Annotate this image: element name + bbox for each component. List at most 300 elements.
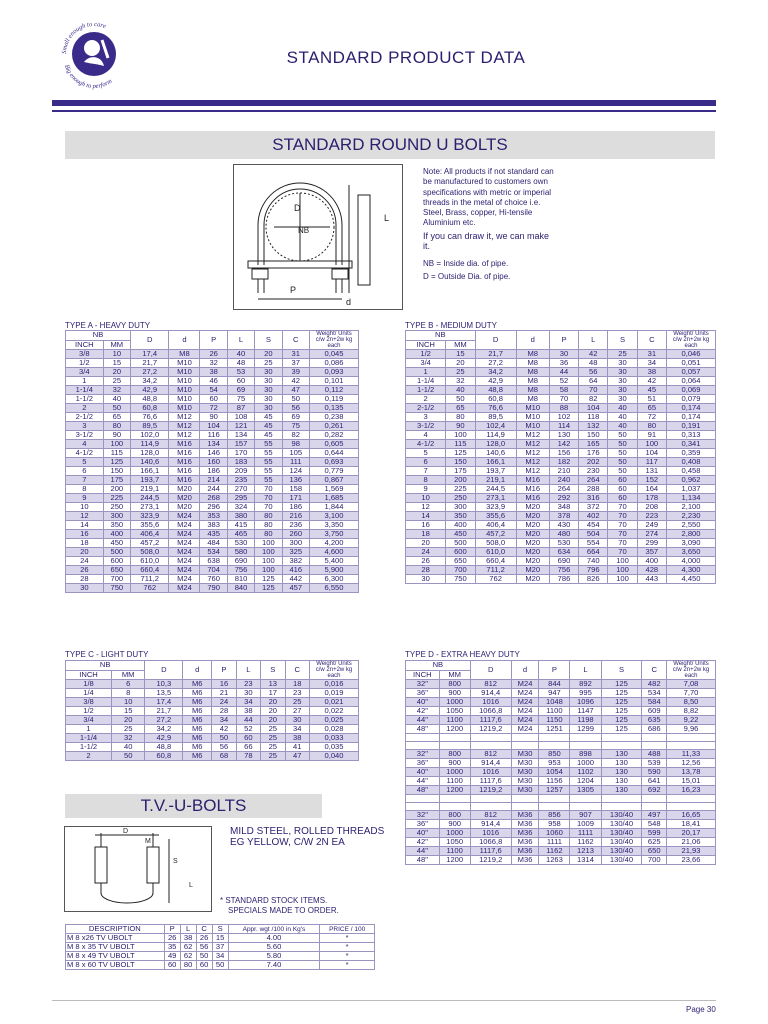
table-cell: 610,0 bbox=[475, 548, 516, 557]
table-cell: 48,8 bbox=[475, 386, 516, 395]
table-cell: 28 bbox=[212, 707, 236, 716]
table-cell: 0,458 bbox=[667, 467, 716, 476]
table-cell: 296 bbox=[200, 503, 227, 512]
table-cell: 353 bbox=[200, 512, 227, 521]
table-cell: 50 bbox=[608, 467, 637, 476]
table-cell: 3/8 bbox=[66, 350, 104, 359]
tv-table-header-cell: P bbox=[164, 925, 180, 934]
tv-table-cell: * bbox=[320, 961, 375, 970]
table-cell: 15 bbox=[112, 707, 145, 716]
table-cell: 6,550 bbox=[310, 584, 359, 593]
table-cell: 25 bbox=[261, 725, 285, 734]
table-cell: 273,1 bbox=[131, 503, 169, 512]
table-cell: 140,6 bbox=[475, 449, 516, 458]
table-cell: 150 bbox=[103, 467, 130, 476]
table-cell: 1100 bbox=[439, 847, 470, 856]
table-cell: 80 bbox=[446, 413, 475, 422]
table-cell: 1200 bbox=[439, 786, 470, 795]
table-row bbox=[66, 734, 359, 743]
tv-section-title: T.V.-U-BOLTS bbox=[65, 794, 322, 818]
tv-table-cell: M 8 x 60 TV UBOLT bbox=[66, 961, 165, 970]
table-cell: 1,685 bbox=[310, 494, 359, 503]
table-cell: 1219,2 bbox=[470, 856, 511, 865]
table-cell: 56 bbox=[282, 404, 309, 413]
table-cell: 4 bbox=[66, 440, 104, 449]
table-cell bbox=[511, 795, 539, 803]
table-cell: 230 bbox=[579, 467, 608, 476]
table-cell: M30 bbox=[511, 750, 539, 759]
extra-heavy-duty-table bbox=[405, 660, 716, 865]
table-cell: 42" bbox=[406, 707, 440, 716]
table-cell: 1/4 bbox=[66, 689, 112, 698]
table-cell: 450 bbox=[103, 539, 130, 548]
table-cell: 416 bbox=[282, 566, 309, 575]
tv-table-cell: 80 bbox=[180, 961, 196, 970]
table-header-cell: L bbox=[570, 661, 601, 680]
table-cell: 48,8 bbox=[131, 395, 169, 404]
table-cell: M20 bbox=[516, 539, 549, 548]
table-cell: 1,037 bbox=[667, 485, 716, 494]
table-cell: 100 bbox=[608, 557, 637, 566]
table-cell: 40 bbox=[608, 413, 637, 422]
table-cell: 17,4 bbox=[145, 698, 183, 707]
table-cell: M6 bbox=[183, 734, 212, 743]
table-cell: 40 bbox=[446, 386, 475, 395]
table-cell: 114,9 bbox=[131, 440, 169, 449]
table-cell: 4,200 bbox=[310, 539, 359, 548]
u-bolt-drawing bbox=[233, 164, 403, 310]
table-cell: 80 bbox=[637, 422, 666, 431]
table-cell: 44" bbox=[406, 777, 440, 786]
table-header-cell: S bbox=[608, 331, 637, 350]
table-header-cell: Weight/ Units c/w 2n+2w kg each bbox=[667, 661, 716, 680]
table-cell: 114,9 bbox=[475, 431, 516, 440]
table-cell: M20 bbox=[169, 494, 200, 503]
table-cell: 208 bbox=[637, 503, 666, 512]
table-header-cell: MM bbox=[446, 340, 475, 350]
table-cell: 250 bbox=[103, 503, 130, 512]
table-cell: 3-1/2 bbox=[66, 431, 104, 440]
table-cell: 40" bbox=[406, 829, 440, 838]
table-cell: 3,750 bbox=[310, 530, 359, 539]
table-cell: 740 bbox=[579, 557, 608, 566]
table-cell: 30 bbox=[549, 350, 578, 359]
table-cell: 20 bbox=[112, 716, 145, 725]
tv-table-cell: 35 bbox=[164, 943, 180, 952]
tv-table-cell: * bbox=[320, 943, 375, 952]
table-cell: 90 bbox=[200, 413, 227, 422]
table-cell: 1,844 bbox=[310, 503, 359, 512]
table-cell: 100 bbox=[255, 557, 282, 566]
table-row bbox=[66, 716, 359, 725]
table-cell: 844 bbox=[539, 680, 570, 689]
table-cell: M6 bbox=[183, 689, 212, 698]
table-cell: 1096 bbox=[570, 698, 601, 707]
table-cell: M20 bbox=[516, 557, 549, 566]
table-cell: 175 bbox=[103, 476, 130, 485]
table-cell: 68 bbox=[212, 752, 236, 761]
table-cell: 182 bbox=[549, 458, 578, 467]
table-cell: 40" bbox=[406, 698, 440, 707]
table-cell: 225 bbox=[446, 485, 475, 494]
table-cell: 1 bbox=[66, 725, 112, 734]
table-cell: 66 bbox=[236, 743, 260, 752]
table-cell: 9 bbox=[66, 494, 104, 503]
table-cell: 0,064 bbox=[667, 377, 716, 386]
table-cell: 1305 bbox=[570, 786, 601, 795]
table-cell: 50 bbox=[282, 395, 309, 404]
table-cell: 1147 bbox=[570, 707, 601, 716]
table-cell: 0,867 bbox=[310, 476, 359, 485]
table-cell: 800 bbox=[439, 811, 470, 820]
table-cell: 244,5 bbox=[475, 485, 516, 494]
table-cell: 236 bbox=[282, 521, 309, 530]
table-cell: 580 bbox=[227, 548, 254, 557]
table-cell: 157 bbox=[227, 440, 254, 449]
table-cell: 9,96 bbox=[667, 725, 716, 734]
table-cell: 41 bbox=[285, 743, 310, 752]
table-cell: 0,605 bbox=[310, 440, 359, 449]
tv-table-header-cell: Appr. wgt /100 in Kg's bbox=[228, 925, 320, 934]
table-cell: 26 bbox=[200, 350, 227, 359]
table-cell: 108 bbox=[227, 413, 254, 422]
table-cell: 130 bbox=[601, 759, 642, 768]
table-cell: 1150 bbox=[539, 716, 570, 725]
table-cell: 650 bbox=[103, 566, 130, 575]
table-cell: 125 bbox=[255, 584, 282, 593]
table-cell: M10 bbox=[516, 413, 549, 422]
table-cell: 47 bbox=[282, 386, 309, 395]
table-cell: 25 bbox=[285, 698, 310, 707]
table-cell: 1,134 bbox=[667, 494, 716, 503]
table-cell: 47 bbox=[285, 752, 310, 761]
table-cell: 292 bbox=[549, 494, 578, 503]
table-cell: 244,5 bbox=[131, 494, 169, 503]
table-cell: 3,100 bbox=[310, 512, 359, 521]
table-cell: 400 bbox=[103, 530, 130, 539]
table-cell: 70 bbox=[608, 521, 637, 530]
table-cell bbox=[642, 734, 667, 742]
table-cell: 415 bbox=[227, 521, 254, 530]
table-cell: 16,23 bbox=[667, 786, 716, 795]
table-cell: 762 bbox=[131, 584, 169, 593]
table-cell: 1100 bbox=[439, 716, 470, 725]
table-cell: 13 bbox=[261, 680, 285, 689]
tv-table-cell: 50 bbox=[196, 952, 212, 961]
table-cell: 6,300 bbox=[310, 575, 359, 584]
table-cell: M16 bbox=[169, 458, 200, 467]
table-cell: 121 bbox=[227, 422, 254, 431]
table-cell: 160 bbox=[200, 458, 227, 467]
table-cell: 118 bbox=[579, 413, 608, 422]
table-cell: 34 bbox=[212, 716, 236, 725]
table-cell: 0,261 bbox=[310, 422, 359, 431]
table-cell: M10 bbox=[169, 395, 200, 404]
table-cell: 209 bbox=[227, 467, 254, 476]
table-cell: 164 bbox=[637, 485, 666, 494]
table-cell: 0,025 bbox=[310, 716, 359, 725]
table-cell: 1016 bbox=[470, 829, 511, 838]
table-cell: 130/40 bbox=[601, 856, 642, 865]
table-cell: 13,5 bbox=[145, 689, 183, 698]
table-cell: 900 bbox=[439, 820, 470, 829]
table-cell: 40 bbox=[103, 395, 130, 404]
table-cell: 300 bbox=[282, 539, 309, 548]
table-cell bbox=[601, 734, 642, 742]
table-cell: 130/40 bbox=[601, 820, 642, 829]
header-divider-band bbox=[52, 100, 716, 106]
table-cell: 457,2 bbox=[475, 530, 516, 539]
tv-table-cell: 49 bbox=[164, 952, 180, 961]
table-cell: 323,9 bbox=[131, 512, 169, 521]
table-cell: 80 bbox=[255, 530, 282, 539]
table-cell: 24 bbox=[212, 698, 236, 707]
table-cell: 42 bbox=[282, 377, 309, 386]
table-cell: 348 bbox=[549, 503, 578, 512]
table-cell: 25 bbox=[261, 743, 285, 752]
tv-table-cell: 62 bbox=[180, 943, 196, 952]
table-cell: M8 bbox=[169, 350, 200, 359]
table-cell: 32 bbox=[200, 359, 227, 368]
table-cell: 1060 bbox=[539, 829, 570, 838]
table-cell: 32 bbox=[112, 734, 145, 743]
table-cell: 1162 bbox=[570, 838, 601, 847]
table-cell bbox=[439, 795, 470, 803]
table-cell: 0,238 bbox=[310, 413, 359, 422]
table-cell: 34,2 bbox=[475, 368, 516, 377]
table-cell: 132 bbox=[579, 422, 608, 431]
table-cell: 497 bbox=[642, 811, 667, 820]
table-cell: 42,9 bbox=[131, 386, 169, 395]
table-cell: M8 bbox=[516, 395, 549, 404]
table-cell: 44 bbox=[549, 368, 578, 377]
table-cell: 796 bbox=[579, 566, 608, 575]
drawing-label-l: L bbox=[384, 213, 390, 223]
table-cell: 0,069 bbox=[667, 386, 716, 395]
tv-table-header-cell: C bbox=[196, 925, 212, 934]
table-cell: 1156 bbox=[539, 777, 570, 786]
table-cell: 8 bbox=[406, 476, 446, 485]
table-cell: 5,900 bbox=[310, 566, 359, 575]
table-cell: 378 bbox=[549, 512, 578, 521]
table-cell: 324 bbox=[227, 503, 254, 512]
table-cell: 1048 bbox=[539, 698, 570, 707]
table-header-cell: P bbox=[200, 331, 227, 350]
table-cell bbox=[470, 795, 511, 803]
table-cell: 214 bbox=[200, 476, 227, 485]
table-cell: 3 bbox=[66, 422, 104, 431]
table-cell: 40 bbox=[608, 404, 637, 413]
table-cell: 125 bbox=[601, 725, 642, 734]
table-cell: 70 bbox=[255, 503, 282, 512]
table-cell: 40" bbox=[406, 768, 440, 777]
table-cell: 158 bbox=[282, 485, 309, 494]
table-cell: 1/2 bbox=[406, 350, 446, 359]
table-cell: M30 bbox=[511, 759, 539, 768]
table-cell bbox=[406, 795, 440, 803]
table-cell: M16 bbox=[169, 476, 200, 485]
table-cell: 25 bbox=[261, 734, 285, 743]
table-cell: 40 bbox=[608, 422, 637, 431]
table-cell: 30 bbox=[255, 377, 282, 386]
table-cell: 105 bbox=[282, 449, 309, 458]
table-cell: 270 bbox=[227, 485, 254, 494]
table-cell: 400 bbox=[637, 557, 666, 566]
table-cell: 355,6 bbox=[475, 512, 516, 521]
table-cell: 40 bbox=[227, 350, 254, 359]
tv-drawing-label-s: S bbox=[173, 858, 178, 865]
table-cell: 400 bbox=[446, 521, 475, 530]
tv-table-cell: 7.40 bbox=[228, 961, 320, 970]
table-cell: 28 bbox=[406, 566, 446, 575]
table-cell: 1009 bbox=[570, 820, 601, 829]
table-cell: 690 bbox=[227, 557, 254, 566]
table-header-cell: D bbox=[131, 331, 169, 350]
table-header-cell: MM bbox=[439, 670, 470, 680]
table-cell: 219,1 bbox=[475, 476, 516, 485]
table-cell: 8,50 bbox=[667, 698, 716, 707]
table-cell: 40 bbox=[112, 743, 145, 752]
table-cell: 0,045 bbox=[310, 350, 359, 359]
table-cell: 48,8 bbox=[145, 743, 183, 752]
table-cell: 8 bbox=[66, 485, 104, 494]
table-cell: 7 bbox=[66, 476, 104, 485]
table-cell: 70 bbox=[255, 494, 282, 503]
table-cell: 102,4 bbox=[475, 422, 516, 431]
table-cell: 295 bbox=[227, 494, 254, 503]
table-cell: 3,090 bbox=[667, 539, 716, 548]
table-cell: 1100 bbox=[439, 777, 470, 786]
table-cell: 0,779 bbox=[310, 467, 359, 476]
table-cell: 89,5 bbox=[131, 422, 169, 431]
table-cell: 25 bbox=[112, 725, 145, 734]
table-cell: 3,350 bbox=[310, 521, 359, 530]
table-cell: 20 bbox=[103, 368, 130, 377]
tv-table-cell: 26 bbox=[196, 934, 212, 943]
table-cell: 1111 bbox=[570, 829, 601, 838]
table-cell: 2-1/2 bbox=[406, 404, 446, 413]
table-cell: 30 bbox=[66, 584, 104, 593]
table-cell: 45 bbox=[255, 413, 282, 422]
table-spacer-row bbox=[406, 795, 716, 803]
table-cell: 34,2 bbox=[131, 377, 169, 386]
table-cell: 130/40 bbox=[601, 838, 642, 847]
table-header-cell: INCH bbox=[406, 340, 446, 350]
table-cell: 65 bbox=[103, 413, 130, 422]
table-cell: 6 bbox=[112, 680, 145, 689]
table-cell: 32 bbox=[103, 386, 130, 395]
table-cell: M20 bbox=[516, 512, 549, 521]
table-cell: M12 bbox=[169, 422, 200, 431]
table-cell: 45 bbox=[637, 386, 666, 395]
table-cell: 20 bbox=[261, 707, 285, 716]
table-cell: 357 bbox=[637, 548, 666, 557]
table-cell: 4,600 bbox=[310, 548, 359, 557]
table-cell bbox=[667, 795, 716, 803]
table-cell: 17,4 bbox=[131, 350, 169, 359]
table-row bbox=[66, 725, 359, 734]
table-cell: 299 bbox=[637, 539, 666, 548]
tv-drawing-label-d: D bbox=[123, 828, 129, 835]
table-cell: 383 bbox=[200, 521, 227, 530]
table-cell: 56 bbox=[212, 743, 236, 752]
table-cell: 150 bbox=[446, 458, 475, 467]
table-cell: 46 bbox=[200, 377, 227, 386]
table-cell: 30 bbox=[608, 359, 637, 368]
table-cell: 5 bbox=[66, 458, 104, 467]
table-cell: 50 bbox=[608, 431, 637, 440]
table-header-cell: L bbox=[227, 331, 254, 350]
table-cell: M24 bbox=[511, 725, 539, 734]
table-cell: 25 bbox=[255, 359, 282, 368]
table-cell: 756 bbox=[549, 566, 578, 575]
tv-table-cell: 50 bbox=[212, 961, 228, 970]
table-cell: 20 bbox=[261, 698, 285, 707]
table-cell: M20 bbox=[516, 566, 549, 575]
table-header-cell: Weight/ Units c/w 2n+2w kg each bbox=[667, 331, 716, 350]
table-cell: 10 bbox=[103, 350, 130, 359]
table-cell: 692 bbox=[642, 786, 667, 795]
table-cell: 104 bbox=[637, 449, 666, 458]
table-cell: 202 bbox=[579, 458, 608, 467]
table-cell: 32 bbox=[446, 377, 475, 386]
table-cell: 25 bbox=[446, 368, 475, 377]
table-cell: M12 bbox=[516, 440, 549, 449]
table-cell: 16 bbox=[66, 530, 104, 539]
table-cell: 134 bbox=[227, 431, 254, 440]
table-cell: 1162 bbox=[539, 847, 570, 856]
table-cell: 249 bbox=[637, 521, 666, 530]
table-cell: 170 bbox=[227, 449, 254, 458]
table-cell: 76,6 bbox=[131, 413, 169, 422]
table-cell: 900 bbox=[439, 759, 470, 768]
table-cell: 1000 bbox=[439, 829, 470, 838]
table-cell: 1 bbox=[66, 377, 104, 386]
table-cell: 634 bbox=[549, 548, 578, 557]
table-cell: 36 bbox=[549, 359, 578, 368]
table-spacer-row bbox=[406, 734, 716, 742]
table-cell: 812 bbox=[470, 750, 511, 759]
table-cell: 442 bbox=[282, 575, 309, 584]
table-cell: 268 bbox=[200, 494, 227, 503]
table-cell: 609 bbox=[642, 707, 667, 716]
table-cell: M10 bbox=[169, 359, 200, 368]
table-cell: 17 bbox=[261, 689, 285, 698]
table-cell: 2 bbox=[66, 752, 112, 761]
tv-table-cell: 60 bbox=[196, 961, 212, 970]
table-cell: 625 bbox=[642, 838, 667, 847]
tv-table-row bbox=[66, 961, 375, 970]
tv-table-cell: * bbox=[320, 952, 375, 961]
table-cell: 10 bbox=[66, 503, 104, 512]
table-cell: 0,174 bbox=[667, 404, 716, 413]
table-cell: 288 bbox=[579, 485, 608, 494]
table-cell: 0,051 bbox=[667, 359, 716, 368]
table-cell: 0,086 bbox=[310, 359, 359, 368]
table-cell: 210 bbox=[549, 467, 578, 476]
table-cell: 18 bbox=[285, 680, 310, 689]
table-cell: 60 bbox=[200, 395, 227, 404]
table-cell: 87 bbox=[227, 404, 254, 413]
table-cell: 650 bbox=[446, 557, 475, 566]
table-cell: M10 bbox=[169, 368, 200, 377]
table-caption: TYPE A - HEAVY DUTY bbox=[65, 321, 151, 330]
table-cell: 1-1/2 bbox=[406, 386, 446, 395]
table-cell: 80 bbox=[255, 512, 282, 521]
table-header-cell: d bbox=[511, 661, 539, 680]
table-cell: 60,8 bbox=[475, 395, 516, 404]
table-cell: 15 bbox=[446, 350, 475, 359]
